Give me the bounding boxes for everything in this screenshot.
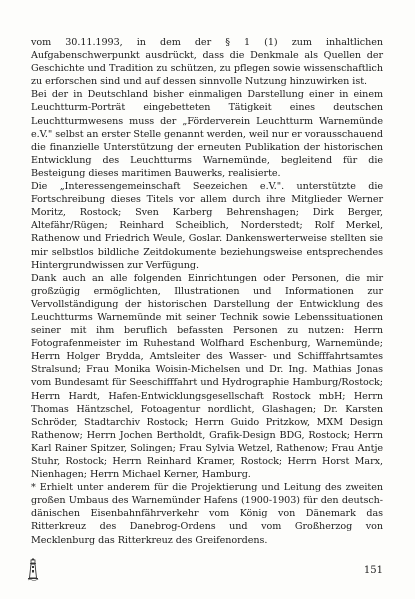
paragraph-1: vom 30.11.1993, in dem der § 1 (1) zum inhaltlichen Aufgabenschwerpunkt ausdrückt, dass die Denkmale als Quellen der Geschichte und Tradition zu schützen, zu pflegen sowie wissenschaftlich zu erforschen sind und auf dessen sinnvolle Nutzung hinzuwirken ist. bbox=[31, 37, 383, 88]
footnote: * Erhielt unter anderem für die Projektierung und Leitung des zweiten großen Umbaus des Warnemünder Hafens (1900-1903) für den deutsch-dänischen Eisenbahnfährverkehr vom König von Dänemark das Ritterkreuz des Danebrog-Ordens und vom Großherzog von Mecklenburg das Ritterkreuz des Greifenordens. bbox=[31, 482, 383, 546]
paragraph-2: Bei der in Deutschland bisher einmaligen Darstellung einer in einem Leuchtturm-Porträt eingebetteten Tätigkeit eines deutschen Leuchtturmwesens muss der „Förderverein Leuchtturm Warnemünde e.V." selbst an erster Stelle genannt werden, weil nur er vorausschauend die finanzielle Unterstützung der erneuten Publikation der historischen Entwicklung des Leuchtturms Warnemünde, begleitend für die Besteigung dieses maritimen Bauwerks, realisierte. bbox=[31, 89, 383, 179]
paragraph-4: Dank auch an alle folgenden Einrichtungen oder Personen, die mir großzügig ermöglichten, Illustrationen und Informationen zur Vervollständigung der historischen Darstellung der Entwicklung des Leuchtturms Warnemünde mit seiner Technik sowie Lebenssituationen seiner mit ihm beruflich befassten Personen zu nutzen: Herrn Fotografenmeister im Ruhestand Wolfhard Eschenburg, Warnemünde; Herrn Holger Brydda, Amtsleiter des Wasser- und Schifffahrtsamtes Stralsund; Frau Monika Woisin-Michelsen und Dr. Ing. Mathias Jonas vom Bundesamt für Seeschifffahrt und Hydrographie Hamburg/Rostock; Herrn Hardt, Hafen-Entwicklungsgesellschaft Rostock mbH; Herrn Thomas Häntzschel, Fotoagentur nordlicht, Glashagen; Dr. Karsten Schröder, Stadtarchiv Rostock; Herrn Guido Pritzkow, MXM Design Rathenow; Herrn Jochen Bertholdt, Grafik-Design BDG, Rostock; Herrn Karl Rainer Spitzer, Solingen; Frau Sylvia Wetzel, Rathenow; Frau Antje Stuhr, Rostock; Herrn Reinhard Kramer, Rostock; Herrn Horst Marx, Nienhagen; Herrn Michael Kerner, Hamburg. bbox=[31, 272, 383, 481]
paragraph-3: Die „Interessengemeinschaft Seezeichen e.V.". unterstützte die Fortschreibung dieses Titels vor allem durch ihre Mitglieder Werner Moritz, Rostock; Sven Karberg Behrenshagen; Dirk Berger, Altefähr/Rügen; Reinhard Scheiblich, Norderstedt; Rolf Merkel, Rathenow und Friedrich Weule, Goslar. Dankenswerterweise stellten sie mir selbstlos bildliche Zeitdokumente beziehungsweise entsprechendes Hintergrundwissen zur Verfügung. bbox=[31, 181, 383, 271]
lighthouse-icon bbox=[27, 557, 39, 581]
page-number: 151 bbox=[363, 565, 383, 576]
body-text bbox=[31, 36, 383, 547]
